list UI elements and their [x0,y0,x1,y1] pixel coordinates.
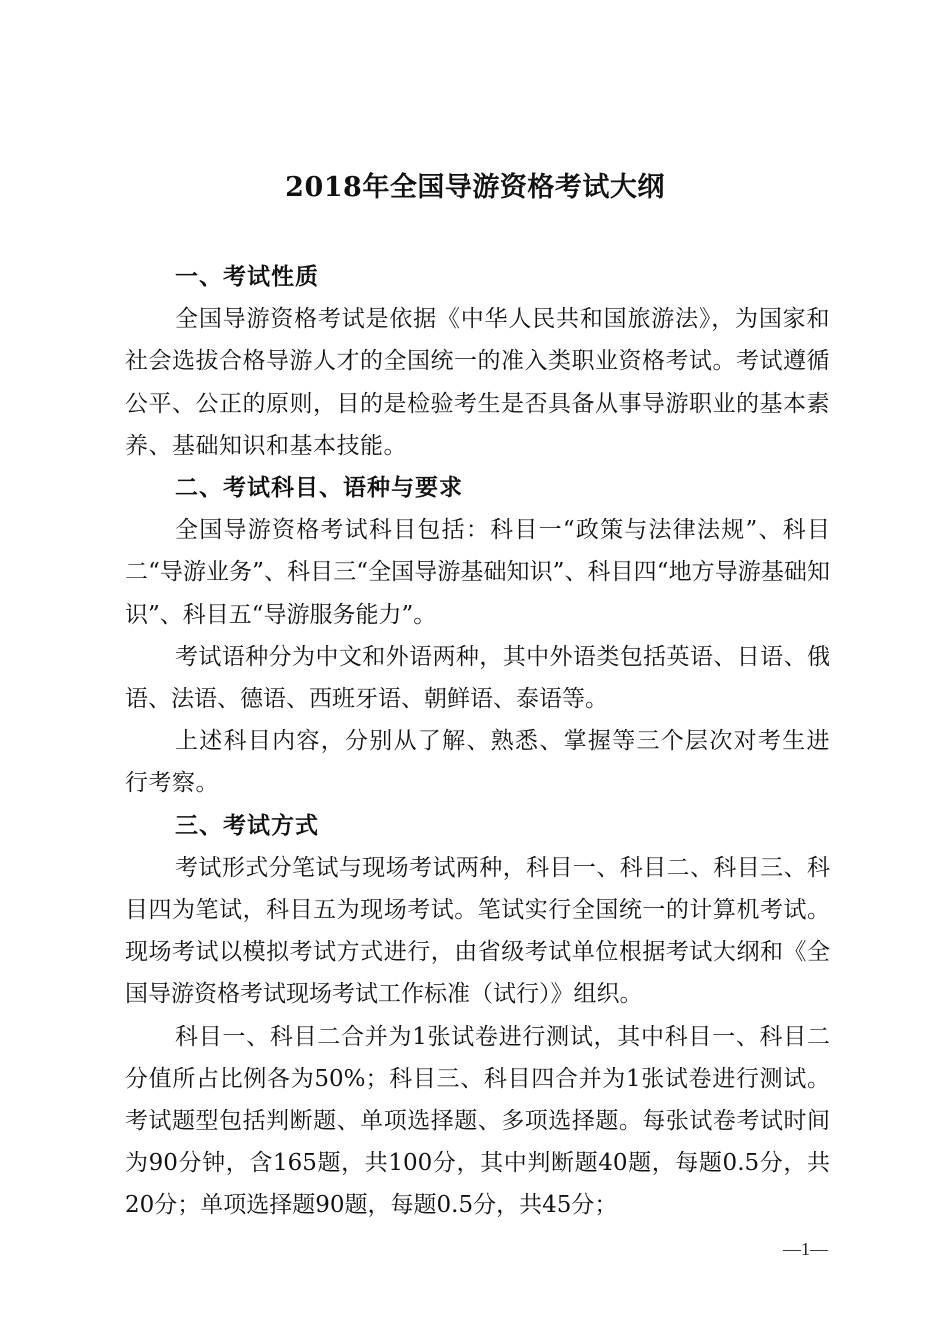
paragraph-languages: 考试语种分为中文和外语两种，其中外语类包括英语、日语、俄语、法语、德语、西班牙语、朝鲜语、泰语等。 [125,643,830,713]
paragraph-paper-structure: 科目一、科目二合并为1张试卷进行测试，其中科目一、科目二分值所占比例各为50%；科目三、科目四合并为1张试卷进行测试。考试题型包括判断题、单项选择题、多项选择题。每张试卷考试时间为90分钟，含165题，共100分，其中判断题40题，每题0.5分，共20分；单项选择题90题，每题0.5分，共45分； [125,1023,830,1219]
page-number: —1— [783,1239,828,1259]
paragraph-requirements: 上述科目内容，分别从了解、熟悉、掌握等三个层次对考生进行考察。 [125,728,830,797]
section-heading-exam-format: 三、考试方式 [175,812,319,839]
paragraph-exam-format: 考试形式分笔试与现场考试两种，科目一、科目二、科目三、科目四为笔试，科目五为现场考试。笔试实行全国统一的计算机考试。现场考试以模拟考试方式进行，由省级考试单位根据考试大纲和《全国导游资格考试现场考试工作标准（试行）》组织。 [125,854,830,1008]
paragraph-subjects: 全国导游资格考试科目包括：科目一“政策与法律法规”、科目二“导游业务”、科目三“全国导游基础知识”、科目四“地方导游基础知识”、科目五“导游服务能力”。 [125,517,830,628]
document-body [125,256,830,1227]
paragraph-exam-nature: 全国导游资格考试是依据《中华人民共和国旅游法》，为国家和社会选拔合格导游人才的全国统一的准入类职业资格考试。考试遵循公平、公正的原则，目的是检验考生是否具备从事导游职业的基本素养、基础知识和基本技能。 [125,306,830,459]
section-heading-subjects-languages: 二、考试科目、语种与要求 [175,475,463,502]
document-title: 2018年全国导游资格考试大纲 [285,172,665,203]
section-heading-exam-nature: 一、考试性质 [175,264,319,290]
